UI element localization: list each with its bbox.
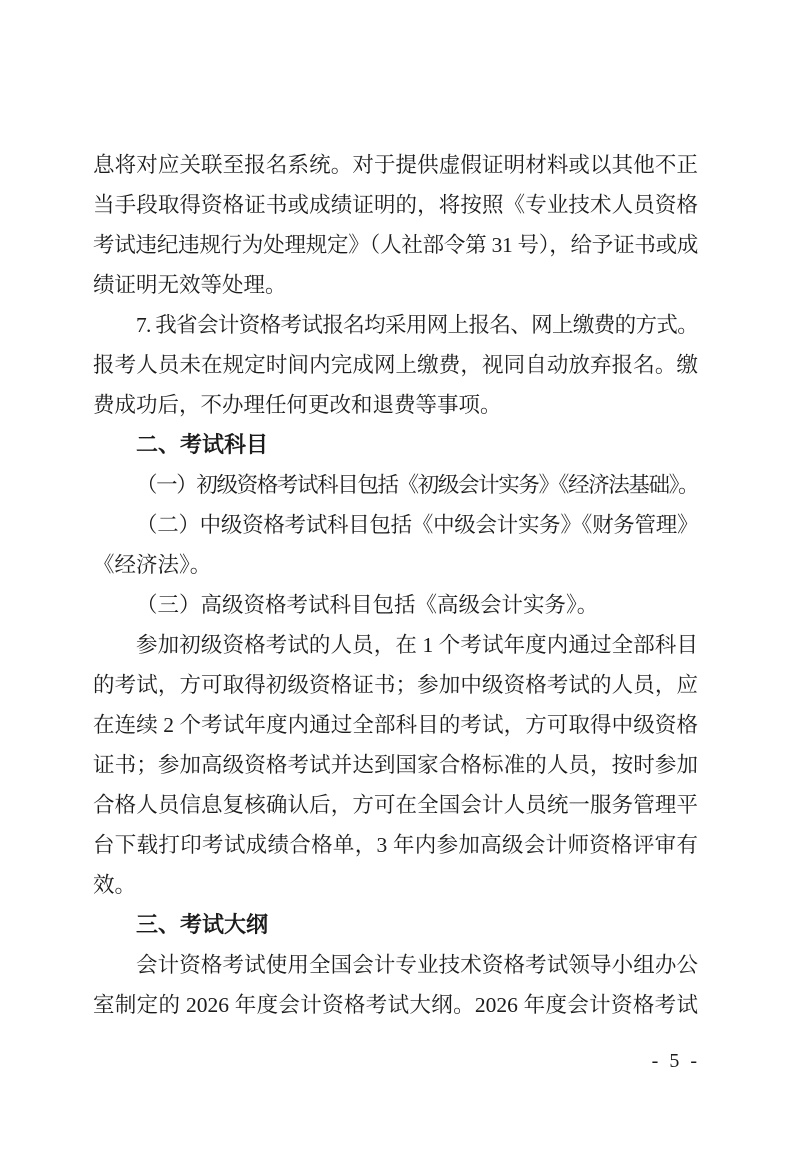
text-line: 的考试，方可取得初级资格证书；参加中级资格考试的人员，应 <box>93 673 698 697</box>
text-line: （三）高级资格考试科目包括《高级会计实务》。 <box>136 593 599 617</box>
text-line: 室制定的 2026 年度会计资格考试大纲。2026 年度会计资格考试 <box>93 993 698 1017</box>
paragraph <box>93 945 698 1025</box>
text-line: 绩证明无效等处理。 <box>93 273 287 297</box>
section-heading <box>93 905 698 945</box>
paragraph <box>93 145 698 305</box>
text-line: 当手段取得资格证书或成绩证明的，将按照《专业技术人员资格 <box>93 193 698 217</box>
text-line: 二、考试科目 <box>136 432 269 457</box>
paragraph <box>93 305 698 425</box>
text-line: 参加初级资格考试的人员，在 1 个考试年度内通过全部科目 <box>136 633 698 657</box>
text-line: 证书；参加高级资格考试并达到国家合格标准的人员，按时参加 <box>93 753 698 777</box>
section-heading <box>93 425 698 465</box>
document-body <box>93 145 698 1025</box>
text-line: 台下载打印考试成绩合格单，3 年内参加高级会计师资格评审有 <box>93 833 698 857</box>
text-line: 《经济法》。 <box>93 553 212 577</box>
text-line: 效。 <box>93 873 137 897</box>
paragraph <box>93 465 698 505</box>
text-line: 考试违纪违规行为处理规定》（人社部令第 31 号），给予证书或成 <box>93 233 698 257</box>
page-number: - 5 - <box>651 1050 700 1072</box>
text-line: （一）初级资格考试科目包括《初级会计实务》《经济法基础》。 <box>136 473 698 497</box>
text-line: （二）中级资格考试科目包括《中级会计实务》《财务管理》 <box>136 513 698 537</box>
text-line: 费成功后，不办理任何更改和退费等事项。 <box>93 393 502 417</box>
text-line: 报考人员未在规定时间内完成网上缴费，视同自动放弃报名。缴 <box>93 353 698 377</box>
text-line: 三、考试大纲 <box>136 912 269 937</box>
text-line: 息将对应关联至报名系统。对于提供虚假证明材料或以其他不正 <box>93 153 698 177</box>
paragraph <box>93 505 698 585</box>
paragraph <box>93 625 698 905</box>
text-line: 合格人员信息复核确认后，方可在全国会计人员统一服务管理平 <box>93 793 698 817</box>
paragraph <box>93 585 698 625</box>
text-line: 会计资格考试使用全国会计专业技术资格考试领导小组办公 <box>136 953 698 977</box>
text-line: 在连续 2 个考试年度内通过全部科目的考试，方可取得中级资格 <box>93 713 698 737</box>
text-line: 7. 我省会计资格考试报名均采用网上报名、网上缴费的方式。 <box>136 313 698 337</box>
